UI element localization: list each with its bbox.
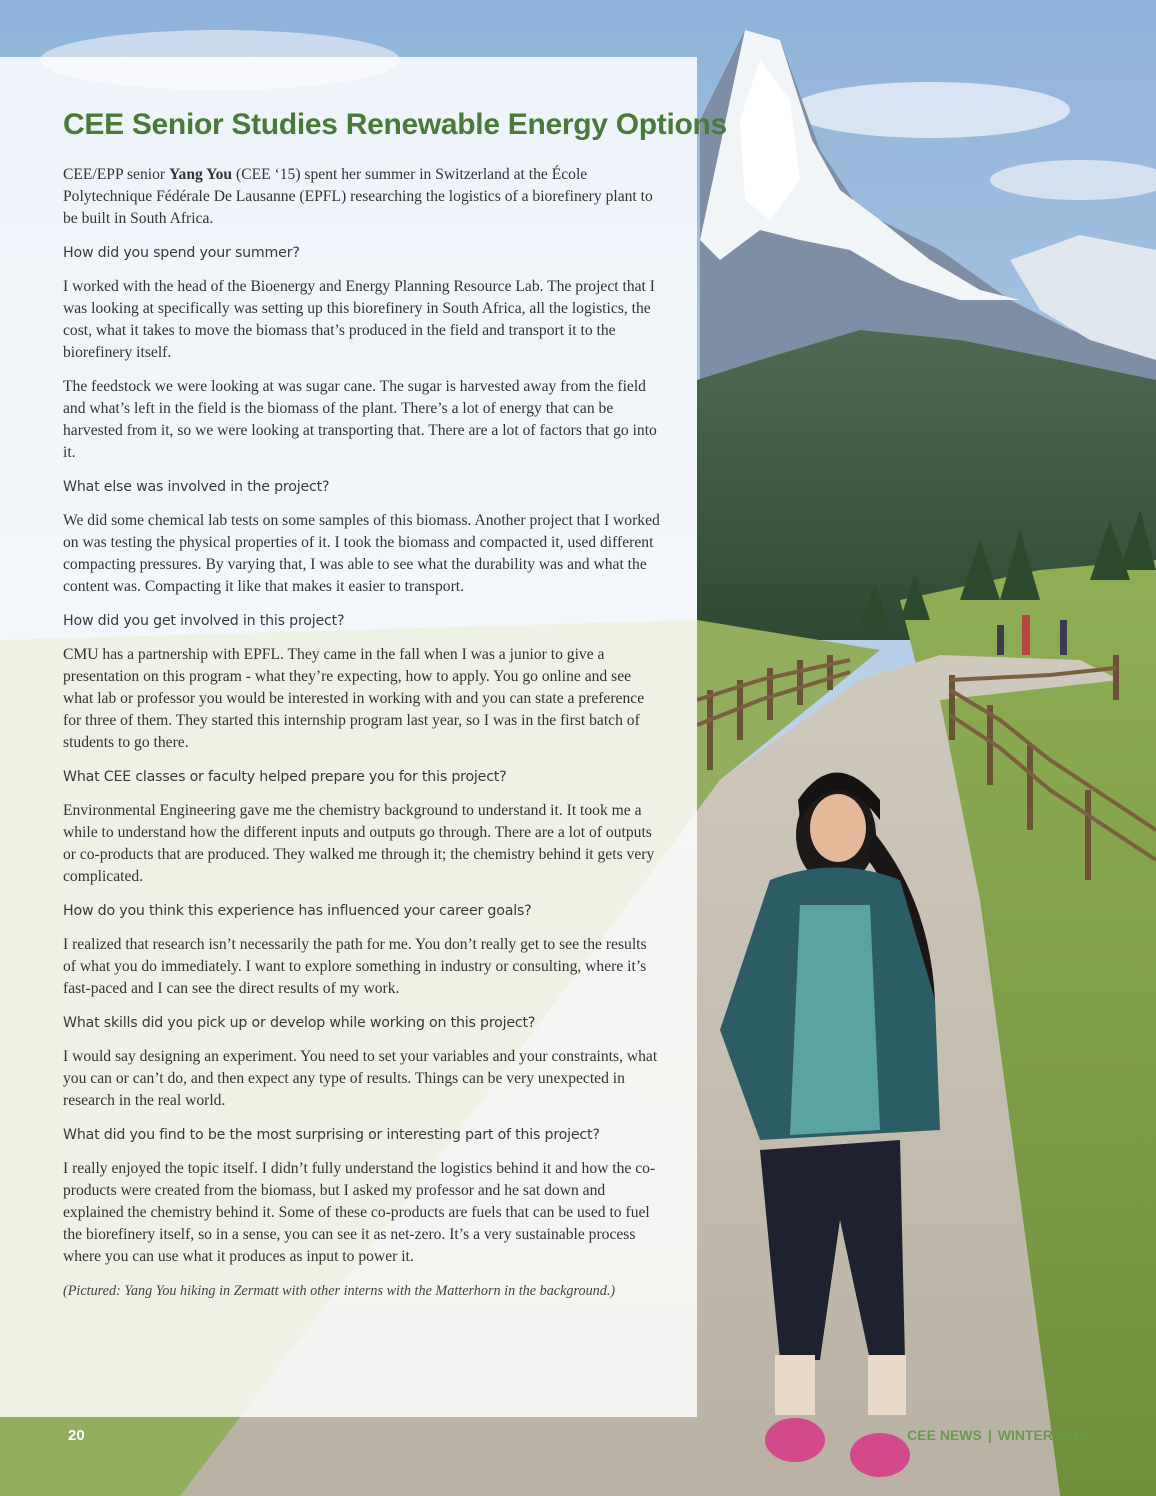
question-6: What skills did you pick up or develop while working on this project?	[63, 1015, 536, 1031]
publication-name: CEE NEWS	[907, 1427, 982, 1443]
publication-footer	[907, 1427, 1088, 1443]
article-body	[63, 164, 663, 1302]
intro-paragraph	[63, 164, 663, 230]
answer-5: I realized that research isn’t necessarily the path for me. You don’t really get to see the results of what you do immediately. I want to explore something in industry or consulting, where it’s fast-paced and I can see the direct results of my work.	[63, 936, 647, 997]
question-2: What else was involved in the project?	[63, 479, 330, 495]
answer-4: Environmental Engineering gave me the chemistry background to understand it. It took me a while to understand how the different inputs and outputs go through. There are a lot of outputs or co-products that are produced. They walked me through it; the chemistry behind it gets very complicated.	[63, 802, 655, 885]
answer-1b: The feedstock we were looking at was sugar cane. The sugar is harvested away from the field and what’s left in the field is the biomass of the plant. There’s a lot of energy that can be harvested from it, so we were looking at transporting that. There are a lot of factors that go into it.	[63, 378, 657, 461]
question-1: How did you spend your summer?	[63, 245, 300, 261]
answer-1a: I worked with the head of the Bioenergy and Energy Planning Resource Lab. The project that I was looking at specifically was setting up this biorefinery in South Africa, all the logistics, the cost, what it takes to move the biomass that’s produced in the field and transport it to the biorefinery itself.	[63, 278, 655, 361]
answer-2: We did some chemical lab tests on some samples of this biomass. Another project that I worked on was testing the physical properties of it. I took the biomass and compacted it, used different compacting pressures. By varying that, I was able to see what the durability was and what the content was. Compacting it like that makes it easier to transport.	[63, 512, 660, 595]
intro-after: (CEE ‘15) spent her summer in Switzerland at the École Polytechnique Fédérale De Lausanne (EPFL) researching the logistics of a biorefinery plant to be built in South Africa.	[63, 166, 653, 227]
question-5: How do you think this experience has influenced your career goals?	[63, 903, 532, 919]
answer-3: CMU has a partnership with EPFL. They came in the fall when I was a junior to give a presentation on this program - what they’re expecting, how to apply. You go online and see what lab or professor you would be interested in working with and you can state a preference for three of them. They started this internship program last year, so I was in the first batch of students to go there.	[63, 646, 645, 751]
article-title: CEE Senior Studies Renewable Energy Options	[63, 108, 727, 141]
question-4: What CEE classes or faculty helped prepare you for this project?	[63, 769, 507, 785]
answer-6: I would say designing an experiment. You need to set your variables and your constraints, what you can or can’t do, and then expect any type of results. Things can be very unexpected in research in the real world.	[63, 1048, 658, 1109]
answer-7: I really enjoyed the topic itself. I didn’t fully understand the logistics behind it and how the co-products were created from the biomass, but I asked my professor and he sat down and explained the chemistry behind it. Some of these co-products are fuels that can be used to fuel the biorefinery itself, so in a sense, you can see it as net-zero. It’s a very sustainable process where you can use what it produces as input to power it.	[63, 1160, 656, 1265]
footer-separator: |	[987, 1427, 992, 1443]
intro-before: CEE/EPP senior	[63, 166, 169, 183]
question-7: What did you find to be the most surprising or interesting part of this project?	[63, 1127, 600, 1143]
photo-caption: (Pictured: Yang You hiking in Zermatt with other interns with the Matterhorn in the background.)	[63, 1283, 616, 1299]
page-number: 20	[68, 1427, 85, 1444]
issue-label: WINTER 2015	[997, 1427, 1088, 1443]
question-3: How did you get involved in this project?	[63, 613, 345, 629]
intro-name: Yang You	[168, 166, 233, 183]
